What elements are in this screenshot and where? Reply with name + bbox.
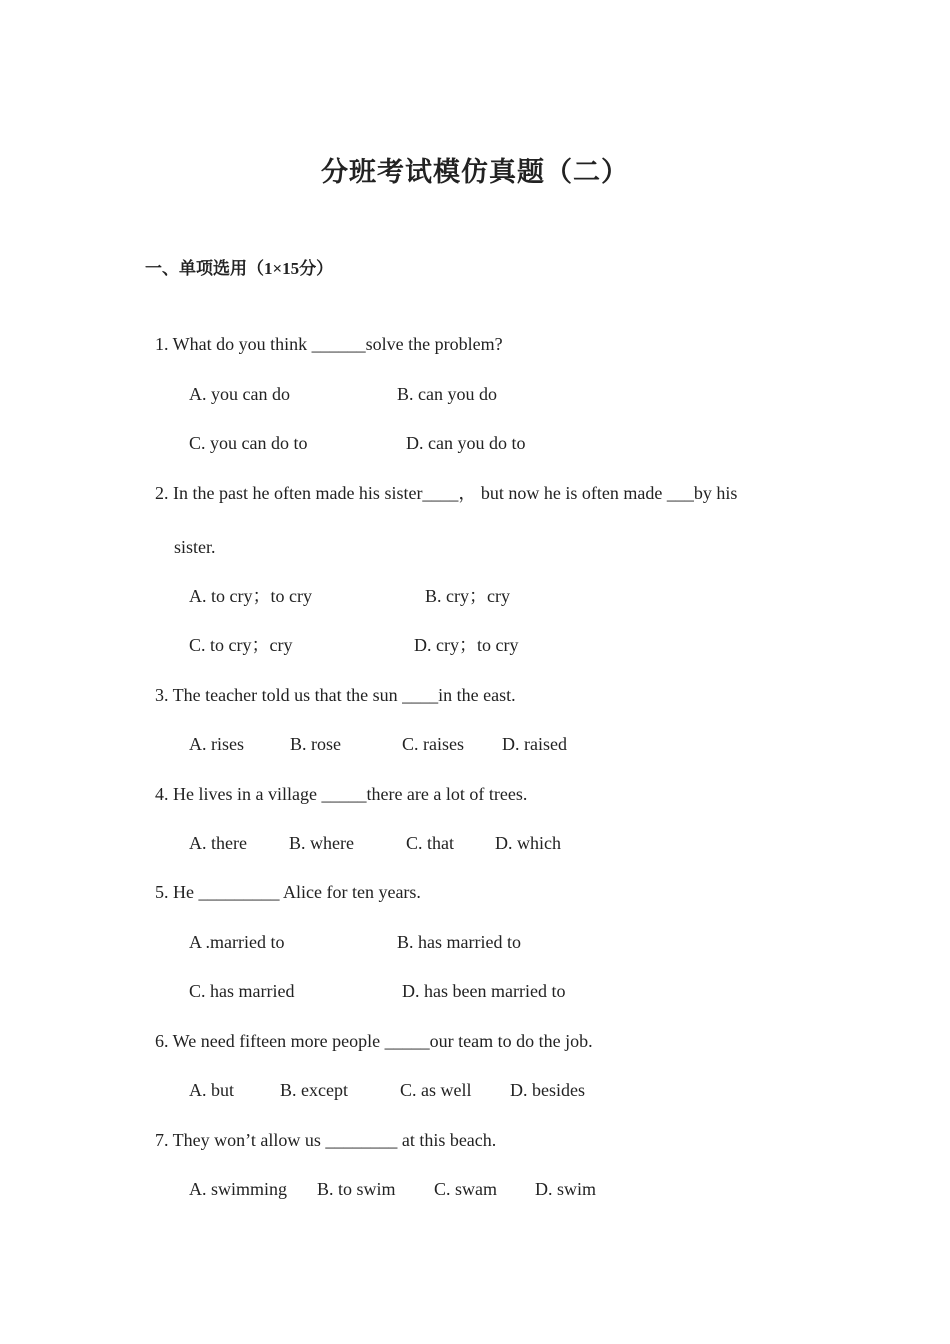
- q1-option-d: D. can you do to: [406, 433, 526, 453]
- q5-option-b: B. has married to: [397, 932, 521, 952]
- q7-option-a: A. swimming: [189, 1179, 288, 1199]
- q4-option-c: C. that: [406, 833, 454, 853]
- q3-option-c: C. raises: [402, 734, 464, 754]
- q7-option-b: B. to swim: [317, 1179, 396, 1199]
- q2-option-c: C. to cry；cry: [189, 635, 293, 655]
- question-6: 6. We need fifteen more people _____our team to do the job.: [155, 1031, 593, 1051]
- q6-option-a: A. but: [189, 1080, 234, 1100]
- q1-option-b: B. can you do: [397, 384, 497, 404]
- q3-option-a: A. rises: [189, 734, 244, 754]
- question-7: 7. They won’t allow us ________ at this beach.: [155, 1130, 497, 1150]
- q4-option-d: D. which: [495, 833, 561, 853]
- question-5: 5. He _________ Alice for ten years.: [155, 882, 421, 902]
- q3-option-b: B. rose: [290, 734, 341, 754]
- q3-option-d: D. raised: [502, 734, 567, 754]
- q7-option-c: C. swam: [434, 1179, 497, 1199]
- q2-option-d: D. cry；to cry: [414, 635, 519, 655]
- q6-option-b: B. except: [280, 1080, 348, 1100]
- question-2: 2. In the past he often made his sister____， but now he is often made ___by his: [155, 483, 738, 503]
- question-4: 4. He lives in a village _____there are a lot of trees.: [155, 784, 528, 804]
- q2-option-b: B. cry；cry: [425, 586, 510, 606]
- q6-option-d: D. besides: [510, 1080, 585, 1100]
- q6-option-c: C. as well: [400, 1080, 472, 1100]
- q1-option-c: C. you can do to: [189, 433, 308, 453]
- page-title: 分班考试模仿真题（二）: [321, 157, 629, 187]
- q5-option-d: D. has been married to: [402, 981, 566, 1001]
- q5-option-a: A .married to: [189, 932, 285, 952]
- question-1: 1. What do you think ______solve the problem?: [155, 334, 503, 354]
- q4-option-a: A. there: [189, 833, 247, 853]
- q5-option-c: C. has married: [189, 981, 295, 1001]
- question-3: 3. The teacher told us that the sun ____in the east.: [155, 685, 516, 705]
- question-2-continuation: sister.: [174, 537, 216, 557]
- q7-option-d: D. swim: [535, 1179, 597, 1199]
- q2-option-a: A. to cry；to cry: [189, 586, 312, 606]
- q1-option-a: A. you can do: [189, 384, 290, 404]
- section-heading: 一、单项选用（1×15分）: [145, 259, 334, 278]
- q4-option-b: B. where: [289, 833, 354, 853]
